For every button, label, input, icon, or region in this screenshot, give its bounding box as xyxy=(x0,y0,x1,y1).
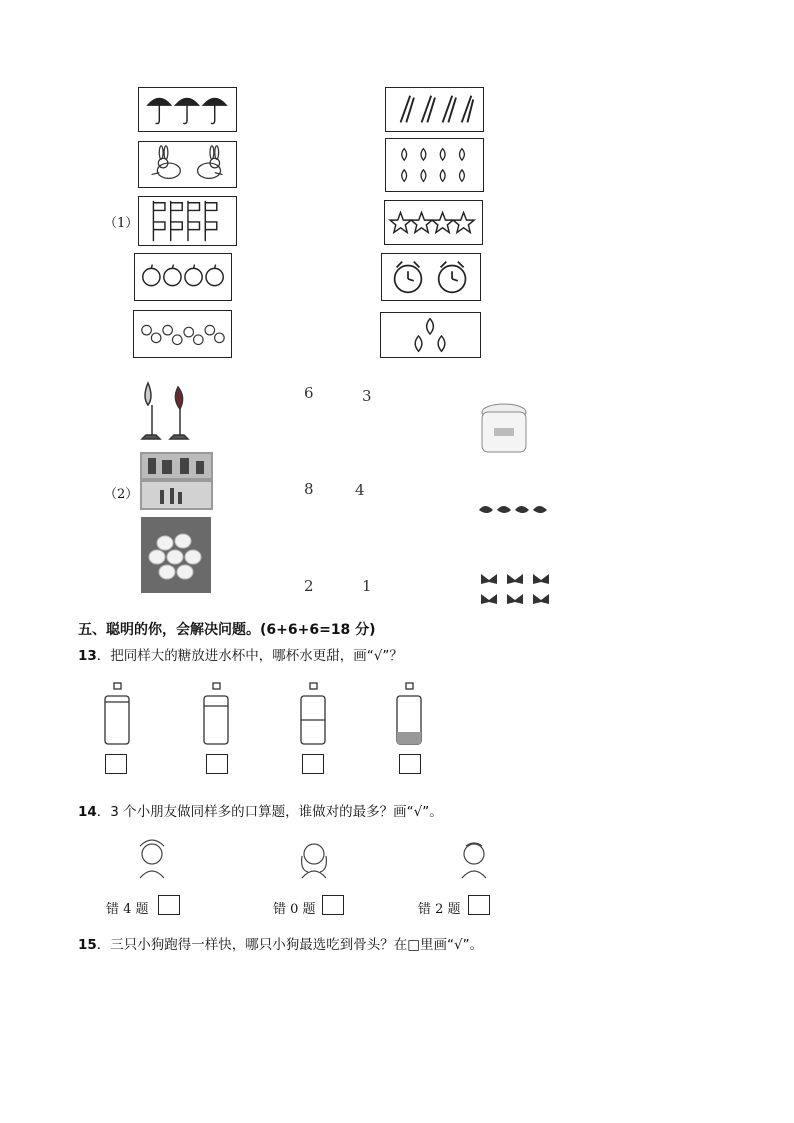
flower-box xyxy=(133,310,232,358)
question-14 xyxy=(78,800,443,820)
rabbit-box xyxy=(138,141,237,188)
strawberry-icon xyxy=(386,139,483,191)
q14-answer-box-3[interactable] xyxy=(468,895,490,915)
section-title: 五、聪明的你，会解决问题。(6+6+6=18 分) xyxy=(78,622,376,638)
apple-icon xyxy=(135,254,231,300)
apple-box xyxy=(134,253,232,301)
umbrella-box xyxy=(138,87,237,132)
digit-6: 6 xyxy=(304,384,314,402)
clock-box xyxy=(381,253,481,301)
question-13-number: 13 xyxy=(78,648,97,664)
question-13-text: ．把同样大的糖放进水杯中，哪杯水更甜，画“√”？ xyxy=(96,648,403,664)
flag-icon xyxy=(139,197,236,245)
corn-icon xyxy=(386,88,483,131)
question-13 xyxy=(78,644,403,664)
question-14-text: ．3 个小朋友做同样多的口算题，谁做对的最多？画“√”。 xyxy=(96,804,443,820)
digit-4: 4 xyxy=(355,481,365,499)
child-3-picture xyxy=(454,834,494,882)
part-2-label: （2） xyxy=(104,487,139,502)
bird-group-picture xyxy=(475,498,555,522)
star-box xyxy=(384,200,483,245)
eggs-picture xyxy=(141,517,211,593)
flower-icon xyxy=(134,311,231,357)
umbrella-icon xyxy=(139,88,236,131)
corn-box xyxy=(385,87,484,132)
peach-box xyxy=(380,312,481,358)
child-2-picture xyxy=(294,834,334,882)
q13-answer-box-4[interactable] xyxy=(399,754,421,774)
question-15-number: 15 xyxy=(78,937,97,953)
clock-icon xyxy=(382,254,480,300)
butterfly-group-picture xyxy=(477,570,557,610)
part-1-label: （1） xyxy=(104,216,139,231)
q14-error-label-1: 错 4 题 xyxy=(106,902,149,917)
question-15 xyxy=(78,933,483,953)
strawberry-box xyxy=(385,138,484,192)
q14-error-label-3: 错 2 题 xyxy=(418,902,461,917)
question-15-text: ．三只小狗跑得一样快，哪只小狗最选吃到骨头？在□里画“√”。 xyxy=(96,937,484,953)
buildings-picture xyxy=(140,452,213,510)
digit-1: 1 xyxy=(362,577,372,595)
q13-answer-box-3[interactable] xyxy=(302,754,324,774)
child-1-picture xyxy=(132,834,172,882)
rabbit-icon xyxy=(139,142,236,187)
q13-answer-box-1[interactable] xyxy=(105,754,127,774)
digit-8: 8 xyxy=(304,480,314,498)
rice-cooker-picture xyxy=(476,398,532,460)
q14-answer-box-1[interactable] xyxy=(158,895,180,915)
question-14-number: 14 xyxy=(78,804,97,820)
q13-answer-box-2[interactable] xyxy=(206,754,228,774)
q14-answer-box-2[interactable] xyxy=(322,895,344,915)
flag-box xyxy=(138,196,237,246)
star-icon xyxy=(385,201,482,244)
water-cups xyxy=(100,678,440,750)
digit-2: 2 xyxy=(304,577,314,595)
q14-error-label-2: 错 0 题 xyxy=(273,902,316,917)
candle-holders-picture xyxy=(138,377,198,445)
peach-icon xyxy=(381,313,480,357)
digit-3: 3 xyxy=(362,387,372,405)
